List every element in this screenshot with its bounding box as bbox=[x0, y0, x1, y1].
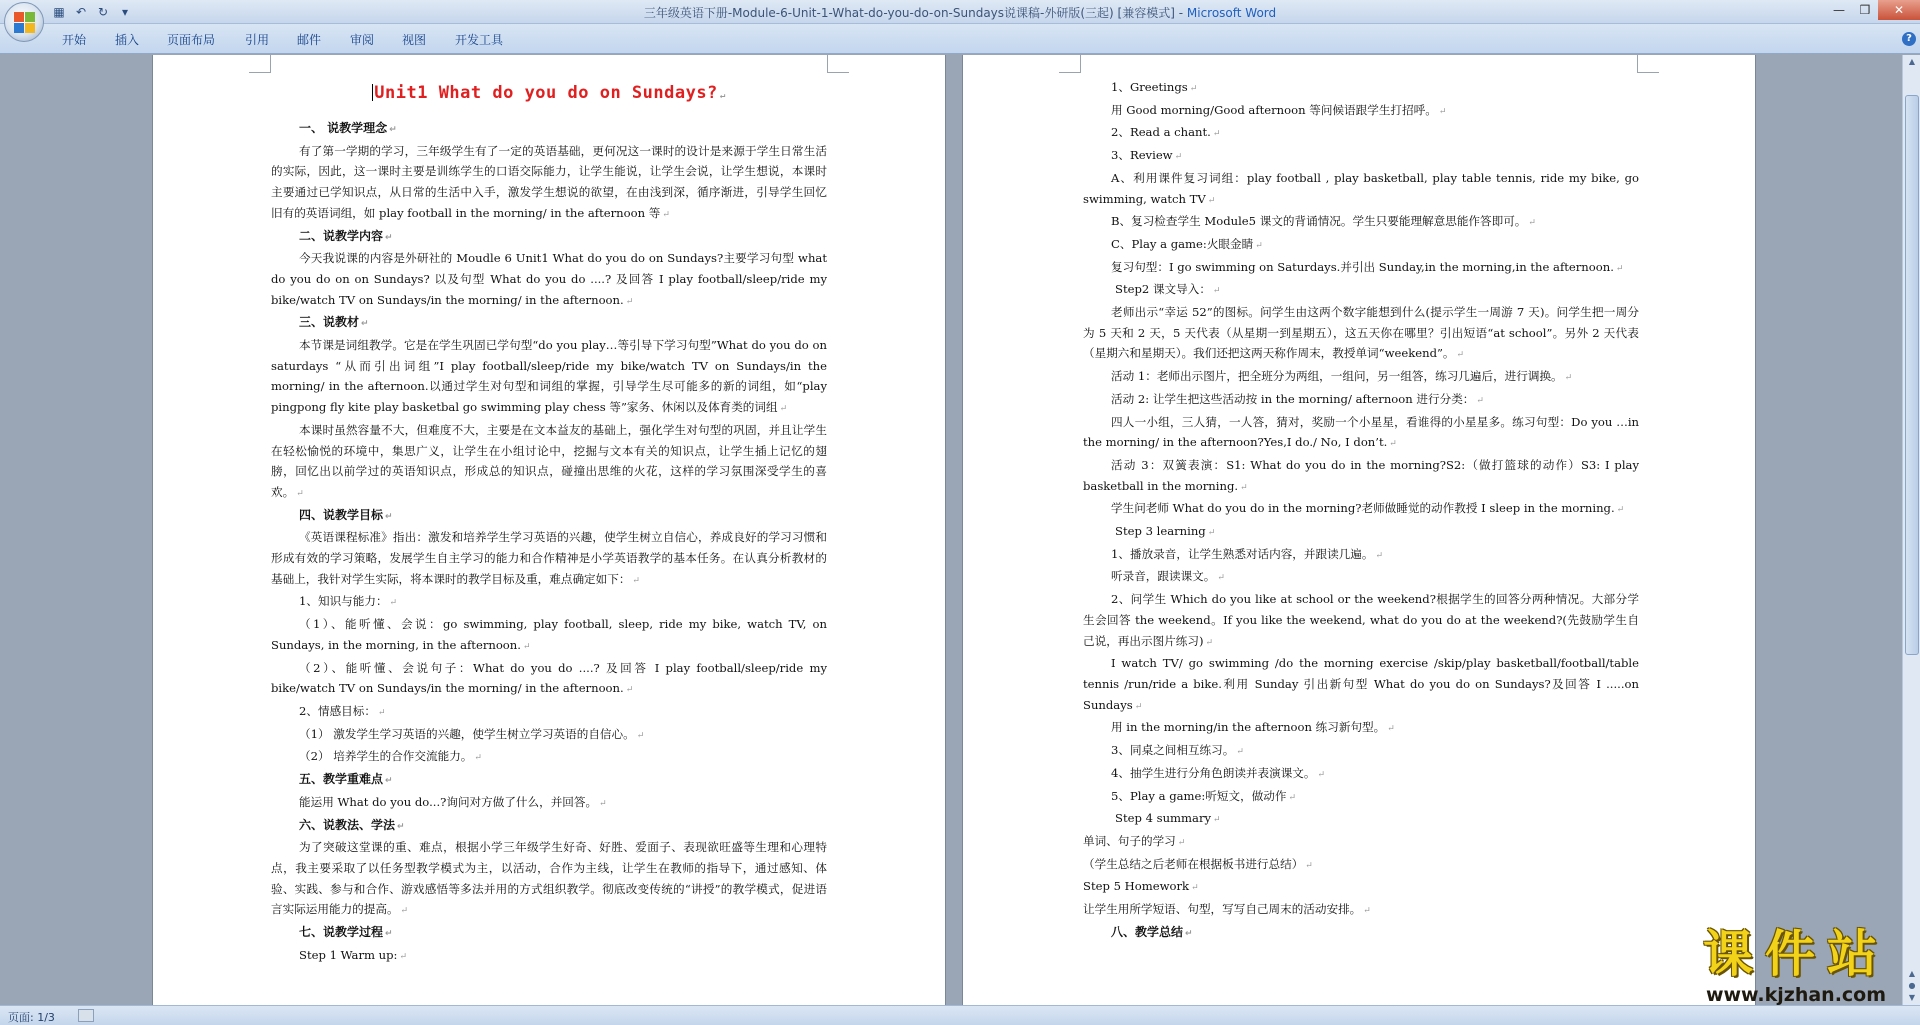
title-separator: - bbox=[1174, 6, 1187, 20]
paragraph-mark: ↵ bbox=[1207, 195, 1216, 206]
paragraph bbox=[271, 658, 827, 701]
paragraph bbox=[1083, 455, 1639, 498]
paragraph bbox=[271, 837, 827, 922]
paragraph-mark: ↵ bbox=[399, 951, 408, 962]
paragraph bbox=[1083, 566, 1639, 589]
paragraph-text: 5、Play a game:听短文，做动作 bbox=[1111, 788, 1287, 803]
paragraph bbox=[271, 591, 827, 614]
paragraph-text: 老师出示“幸运 52”的图标。问学生由这两个数字能想到什么(提示学生一周游 7 天)。问学生把一周分为 5 天和 2 天，5 天代表（从星期一到星期五），这五天你在哪里？引出短语“at school”。另外 2 天代表（星期六和星期天）。我们还把这两天称作周末，教授单词“weekend”。 bbox=[1083, 305, 1639, 361]
section-heading bbox=[271, 118, 827, 141]
paragraph-text: B、复习检查学生 Module5 课文的背诵情况。学生只要能理解意思能作答即可。 bbox=[1111, 214, 1527, 229]
next-page-icon[interactable]: ▼ bbox=[1908, 993, 1916, 1002]
vertical-scrollbar[interactable] bbox=[1902, 55, 1920, 1005]
paragraph bbox=[1083, 168, 1639, 211]
paragraph bbox=[1083, 498, 1639, 521]
paragraph-text: 活动 1：老师出示图片，把全班分为两组，一组问，另一组答，练习几遍后，进行调换。 bbox=[1111, 369, 1563, 384]
crop-mark bbox=[249, 55, 271, 73]
section-heading bbox=[271, 312, 827, 335]
redo-icon[interactable]: ↻ bbox=[97, 5, 109, 19]
paragraph-text: 活动 3：双簧表演：S1: What do you do in the morning?S2:（做打篮球的动作）S3: I play basketball in the morning. bbox=[1083, 457, 1639, 493]
close-icon[interactable]: ✕ bbox=[1878, 0, 1920, 20]
document-heading bbox=[271, 81, 827, 108]
paragraph-text: 《英语课程标准》指出：激发和培养学生学习英语的兴趣，使学生树立自信心，养成良好的学习习惯和形成有效的学习策略，发展学生自主学习的能力和合作精神是小学英语教学的基本任务。在认真分析教材的基础上，我针对学生实际，将本课时的教学目标及重，难点确定如下： bbox=[271, 530, 827, 586]
paragraph-mark: ↵ bbox=[1476, 395, 1484, 406]
paragraph-mark: ↵ bbox=[632, 575, 640, 586]
scrollbar-thumb[interactable] bbox=[1905, 95, 1919, 655]
paragraph-mark: ↵ bbox=[385, 776, 393, 787]
paragraph-text: 四、说教学目标 bbox=[299, 507, 384, 522]
paragraph-mark: ↵ bbox=[1363, 906, 1371, 917]
paragraph bbox=[271, 945, 827, 968]
tab-page-layout[interactable]: 页面布局 bbox=[167, 33, 216, 47]
paragraph-text: 三、说教材 bbox=[299, 315, 360, 330]
paragraph-text: 为了突破这堂课的重、难点，根据小学三年级学生好奇、好胜、爱面子、表现欲旺盛等生理和心理特点，我主要采取了以任务型教学模式为主，以活动，合作为主线，让学生在教师的指导下，通过感知、体验、实践、参与和合作、游戏感悟等多法并用的方式组织教学。彻底改变传统的“讲授”的教学模式，促进语言实际运用能力的提高。 bbox=[271, 840, 827, 917]
paragraph-text: 学生问老师 What do you do in the morning?老师做睡觉的动作教授 I sleep in the morning. bbox=[1111, 501, 1615, 516]
paragraph-text: （1）、能听懂、会说：go swimming, play football, sleep, ride my bike, watch TV, on Sundays, in the morning, in the afternoon. bbox=[271, 617, 827, 652]
paragraph-mark: ↵ bbox=[1375, 550, 1383, 561]
paragraph bbox=[1083, 521, 1639, 544]
paragraph bbox=[1083, 100, 1639, 123]
paragraph-text: A、利用课件复习词组：play football , play basketball, play table tennis, ride my bike, go swimming, watch TV bbox=[1083, 170, 1639, 206]
paragraph bbox=[271, 724, 827, 747]
undo-icon[interactable]: ↶ bbox=[75, 5, 87, 19]
paragraph-text: 1、Greetings bbox=[1111, 80, 1188, 94]
paragraph-text: （2）、能听懂、会说句子：What do you do ....? 及回答 I play football/sleep/ride my bike/watch TV on Sundays/in the morning/ in the afternoon. bbox=[271, 660, 827, 696]
paragraph bbox=[271, 141, 827, 226]
paragraph-mark: ↵ bbox=[1185, 928, 1193, 939]
paragraph-text: 六、说教法、学法 bbox=[299, 817, 396, 832]
paragraph-mark: ↵ bbox=[1288, 792, 1297, 803]
paragraph bbox=[1083, 808, 1639, 831]
paragraph-text: 本节课是词组教学。它是在学生巩固已学句型“do you play…等引导下学习句型”What do you do on saturdays “从而引出词组”I play football/sleep/ride my bike/watch TV on Sundays/in the morning/ in the afternoon.以通过学生对句型和词组的掌握，引导学生尽可能多的新的词组，如“play pingpong fly kite play basketbal go swimming play chess 等”家务、休闲以及体育类的词组 bbox=[271, 338, 827, 415]
tab-references[interactable]: 引用 bbox=[245, 33, 270, 47]
paragraph-mark: ↵ bbox=[361, 319, 369, 330]
document-title: 三年级英语下册-Module-6-Unit-1-What-do-you-do-on-Sundays说课稿-外研版(三起) [兼容模式] bbox=[643, 6, 1175, 20]
paragraph bbox=[1083, 544, 1639, 567]
paragraph-text: 能运用 What do you do...?询问对方做了什么，并回答。 bbox=[299, 794, 598, 809]
paragraph bbox=[271, 420, 827, 505]
paragraph-mark: ↵ bbox=[1528, 218, 1536, 229]
paragraph-text: 2、情感目标： bbox=[299, 703, 376, 718]
paragraph-mark: ↵ bbox=[522, 641, 531, 652]
paragraph-text: 活动 2: 让学生把这些活动按 in the morning/ afternoon 进行分类： bbox=[1111, 391, 1475, 406]
document-area bbox=[0, 55, 1902, 1005]
paragraph-mark: ↵ bbox=[1317, 769, 1326, 780]
paragraph bbox=[1083, 854, 1639, 877]
paragraph-mark: ↵ bbox=[385, 232, 393, 243]
paragraph bbox=[1083, 257, 1639, 280]
paragraph-text: 1、知识与能力： bbox=[299, 594, 388, 609]
paragraph-text: Step 3 learning bbox=[1115, 524, 1206, 539]
paragraph-text: C、Play a game:火眼金睛 bbox=[1111, 236, 1254, 251]
paragraph-mark: ↵ bbox=[599, 798, 607, 809]
paragraph bbox=[1083, 389, 1639, 412]
page-indicator[interactable]: 页面: 1/3 bbox=[8, 1011, 55, 1024]
paragraph-mark: ↵ bbox=[1174, 152, 1183, 163]
paragraph bbox=[1083, 786, 1639, 809]
paragraph-mark: ↵ bbox=[389, 598, 398, 609]
paragraph-mark: ↵ bbox=[1456, 350, 1465, 361]
paragraph-mark: ↵ bbox=[1212, 129, 1221, 140]
paragraph-text: （1） 激发学生学习英语的兴趣，使学生树立学习英语的自信心。 bbox=[299, 726, 635, 741]
paragraph bbox=[271, 701, 827, 724]
paragraph-text: Step 1 Warm up: bbox=[299, 947, 398, 962]
paragraph-mark: ↵ bbox=[397, 821, 405, 832]
paragraph-mark: ↵ bbox=[625, 296, 634, 307]
paragraph bbox=[1083, 831, 1639, 854]
paragraph-text: 七、说教学过程 bbox=[299, 925, 384, 940]
paragraph bbox=[1083, 366, 1639, 389]
paragraph-text: 1、播放录音，让学生熟悉对话内容，并跟读几遍。 bbox=[1111, 546, 1374, 561]
watermark-text: 课件站 bbox=[1703, 925, 1889, 983]
paragraph-mark: ↵ bbox=[662, 209, 670, 220]
paragraph-mark: ↵ bbox=[1177, 837, 1186, 848]
section-heading bbox=[271, 505, 827, 528]
section-heading bbox=[1083, 922, 1639, 945]
paragraph bbox=[271, 527, 827, 591]
paragraph-mark: ↵ bbox=[625, 685, 634, 696]
paragraph-text: 用 Good morning/Good afternoon 等问候语跟学生打招呼。 bbox=[1111, 102, 1437, 117]
paragraph-mark: ↵ bbox=[1189, 84, 1198, 94]
document-heading-text: Unit1 What do you do on Sundays? bbox=[374, 83, 718, 103]
watermark-logo bbox=[1678, 926, 1914, 1016]
section-heading bbox=[271, 226, 827, 249]
paragraph-text: 本课时虽然容量不大，但难度不大，主要是在文本益友的基础上，强化学生对句型的巩固，并且让学生在轻松愉悦的环境中，集思广义，让学生在小组讨论中，挖掘与文本有关的知识点，让学生插上记忆的翅膀，回忆出以前学过的英语知识点，形成总的知识点，碰撞出思维的火花，这样的学习氛围深受学生的喜欢。 bbox=[271, 422, 827, 499]
paragraph bbox=[1083, 899, 1639, 922]
paragraph-text: 二、说教学内容 bbox=[299, 228, 384, 243]
paragraph-text: 有了第一学期的学习，三年级学生有了一定的英语基础，更何况这一课时的设计是来源于学生日常生活的实际，因此，这一课时主要是训练学生的口语交际能力，让学生能说，让学生会说，让学生想说，本课时主要通过已学知识点，从日常的生活中入手，激发学生想说的欲望，在由浅到深，循序渐进，引导学生回忆旧有的英语词组，如 play football in the morning/ in the afternoon 等 bbox=[271, 143, 827, 220]
scroll-up-icon[interactable]: ▲ bbox=[1908, 57, 1916, 66]
paragraph bbox=[1083, 653, 1639, 717]
paragraph-text: 2、问学生 Which do you like at school or the weekend?根据学生的回答分两种情况。大部分学生会回答 the weekend。If you like the weekend, what do you do at the weekend?(先鼓励学生自己说，再出示图片练习) bbox=[1083, 592, 1639, 648]
crop-mark bbox=[1059, 55, 1081, 73]
crop-mark bbox=[1637, 55, 1659, 73]
crop-mark bbox=[827, 55, 849, 73]
watermark-url: www.kjzhan.com bbox=[1705, 984, 1887, 1006]
tab-insert[interactable]: 插入 bbox=[115, 33, 140, 47]
window-title bbox=[0, 4, 1920, 21]
page-1-text[interactable] bbox=[271, 77, 827, 967]
page-2-text[interactable] bbox=[1083, 77, 1639, 944]
paragraph-text: Step2 课文导入： bbox=[1115, 282, 1211, 297]
paragraph-mark: ↵ bbox=[1564, 373, 1573, 384]
section-heading bbox=[271, 922, 827, 945]
paragraph bbox=[271, 335, 827, 420]
paragraph-mark: ↵ bbox=[377, 707, 386, 718]
paragraph-text: I watch TV/ go swimming /do the morning exercise /skip/play basketball/football/table tennis /run/ride a bike.利用 Sunday 引出新句型 What do you do on Sundays?及回答 I .....on Sundays bbox=[1083, 656, 1639, 712]
paragraph-mark: ↵ bbox=[1305, 860, 1313, 871]
tab-mailings[interactable]: 邮件 bbox=[297, 33, 322, 47]
paragraph-text: 让学生用所学短语、句型，写写自己周末的活动安排。 bbox=[1083, 902, 1362, 917]
paragraph-text: 五、教学重难点 bbox=[299, 772, 384, 787]
browse-object-icon[interactable]: ● bbox=[1908, 981, 1916, 990]
paragraph-mark: ↵ bbox=[1387, 724, 1395, 735]
tab-view[interactable]: 视图 bbox=[402, 33, 427, 47]
paragraph-mark: ↵ bbox=[1615, 263, 1624, 274]
paragraph bbox=[1083, 763, 1639, 786]
office-button[interactable] bbox=[4, 2, 44, 42]
page-2 bbox=[962, 55, 1756, 1005]
customize-toolbar-icon[interactable]: ▾ bbox=[121, 5, 129, 19]
section-heading bbox=[271, 769, 827, 792]
paragraph-mark: ↵ bbox=[385, 511, 393, 522]
paragraph-mark: ↵ bbox=[296, 488, 304, 499]
paragraph-mark: ↵ bbox=[719, 91, 726, 101]
paragraph-text: 听录音，跟读课文。 bbox=[1111, 569, 1216, 584]
paragraph-mark: ↵ bbox=[1616, 505, 1625, 516]
tab-home[interactable]: 开始 bbox=[62, 33, 87, 47]
tab-review[interactable]: 审阅 bbox=[350, 33, 375, 47]
paragraph-text: 4、抽学生进行分角色朗读并表演课文。 bbox=[1111, 765, 1316, 780]
paragraph-text: Step 4 summary bbox=[1115, 811, 1212, 826]
paragraph-mark: ↵ bbox=[1205, 637, 1214, 648]
paragraph-mark: ↵ bbox=[389, 125, 397, 135]
paragraph-text: 四人一小组，三人猜，一人答，猜对，奖励一个小星星，看谁得的小星星多。练习句型：Do you …in the morning/ in the afternoon?Yes,I do./ No, I don’t. bbox=[1083, 414, 1639, 450]
paragraph bbox=[1083, 234, 1639, 257]
paragraph bbox=[1083, 876, 1639, 899]
paragraph bbox=[1083, 145, 1639, 168]
paragraph-text: （2） 培养学生的合作交流能力。 bbox=[299, 749, 473, 764]
save-icon[interactable]: ▦ bbox=[53, 5, 65, 19]
page-1 bbox=[152, 55, 946, 1005]
paragraph-mark: ↵ bbox=[1191, 883, 1199, 894]
paragraph-mark: ↵ bbox=[1438, 106, 1447, 117]
paragraph bbox=[271, 792, 827, 815]
paragraph-text: 2、Read a chant. bbox=[1111, 125, 1211, 140]
paragraph-mark: ↵ bbox=[1213, 815, 1221, 826]
paragraph bbox=[1083, 589, 1639, 653]
paragraph-mark: ↵ bbox=[1207, 528, 1216, 539]
paragraph-mark: ↵ bbox=[1389, 439, 1397, 450]
paragraph bbox=[1083, 412, 1639, 455]
paragraph-mark: ↵ bbox=[385, 929, 393, 940]
paragraph-mark: ↵ bbox=[1255, 240, 1263, 251]
paragraph-mark: ↵ bbox=[400, 906, 409, 917]
paragraph bbox=[271, 614, 827, 657]
proofing-icon[interactable] bbox=[78, 1009, 94, 1022]
ribbon-tabs bbox=[0, 24, 1920, 54]
paragraph bbox=[1083, 122, 1639, 145]
paragraph-text: 一、 说教学理念 bbox=[299, 121, 388, 135]
help-icon[interactable]: ? bbox=[1902, 32, 1916, 46]
paragraph-text: 八、教学总结 bbox=[1111, 924, 1184, 939]
paragraph-text: 单词、句子的学习 bbox=[1083, 833, 1176, 848]
paragraph-mark: ↵ bbox=[1217, 573, 1225, 584]
paragraph-text: 3、同桌之间相互练习。 bbox=[1111, 743, 1235, 758]
paragraph-mark: ↵ bbox=[1134, 701, 1143, 712]
office-logo-icon bbox=[14, 12, 35, 33]
paragraph bbox=[1083, 717, 1639, 740]
paragraph-text: 今天我说课的内容是外研社的 Moudle 6 Unit1 What do you do on Sundays?主要学习句型 what do you do on on Sundays? 以及句型 What do you do ....? 及回答 I play football/sleep/ride my bike/watch TV on Sundays/in the morning/ in the afternoon. bbox=[271, 251, 827, 307]
previous-page-icon[interactable]: ▲ bbox=[1908, 969, 1916, 978]
paragraph-mark: ↵ bbox=[636, 730, 645, 741]
paragraph-text: 复习句型：I go swimming on Saturdays.并引出 Sunday,in the morning,in the afternoon. bbox=[1111, 259, 1614, 274]
status-bar bbox=[0, 1005, 1920, 1025]
paragraph-mark: ↵ bbox=[1212, 286, 1221, 297]
paragraph-mark: ↵ bbox=[779, 404, 788, 415]
paragraph-mark: ↵ bbox=[474, 753, 482, 764]
app-name: Microsoft Word bbox=[1186, 6, 1277, 20]
paragraph bbox=[1083, 211, 1639, 234]
paragraph-text: 用 in the morning/in the afternoon 练习新句型。 bbox=[1111, 720, 1386, 735]
title-bar bbox=[0, 0, 1920, 24]
paragraph bbox=[1083, 302, 1639, 366]
minimize-icon[interactable]: — bbox=[1833, 3, 1845, 17]
paragraph bbox=[1083, 740, 1639, 763]
window-controls bbox=[1826, 0, 1920, 20]
paragraph bbox=[1083, 279, 1639, 302]
paragraph-text: （学生总结之后老师在根据板书进行总结） bbox=[1083, 856, 1304, 871]
paragraph bbox=[271, 248, 827, 312]
paragraph-mark: ↵ bbox=[1240, 482, 1248, 493]
section-heading bbox=[271, 815, 827, 838]
paragraph bbox=[271, 746, 827, 769]
maximize-icon[interactable]: ❒ bbox=[1859, 3, 1871, 17]
tab-developer[interactable]: 开发工具 bbox=[455, 33, 504, 47]
paragraph-text: Step 5 Homework bbox=[1083, 879, 1190, 894]
paragraph-text: 3、Review bbox=[1111, 148, 1173, 163]
paragraph-mark: ↵ bbox=[1236, 747, 1244, 758]
paragraph bbox=[1083, 77, 1639, 100]
